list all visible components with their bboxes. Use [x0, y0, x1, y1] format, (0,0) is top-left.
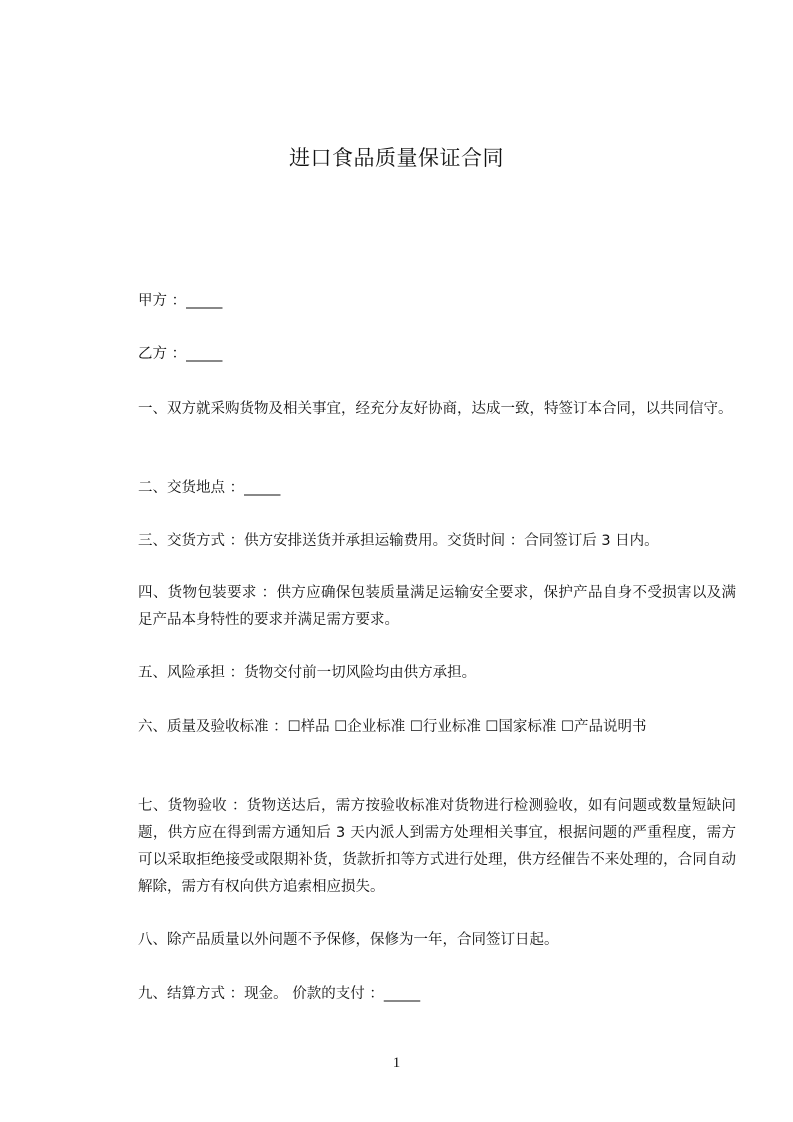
clause-6: 六、质量及验收标准 ：☐样品 ☐企业标准 ☐行业标准 ☐国家标准 ☐产品说明书: [138, 719, 647, 735]
clause-9: 九、结算方式 ：现金。 价款的支付 ：_____: [138, 986, 421, 1002]
document-title: 进口食品质量保证合同: [289, 146, 504, 170]
clause-1: 一、双方就采购货物及相关事宜，经充分友好协商，达成一致，特签订本合同，以共同信守。: [138, 401, 733, 417]
clause-2: 二、交货地点 ：_____: [138, 480, 281, 496]
clause-3: 三、交货方式 ：供方安排送货并承担运输费用。交货时间 ：合同签订后 3 日内。: [138, 533, 659, 549]
clause-4: 四、货物包装要求 ：供方应确保包装质量满足运输安全要求，保护产品自身不受损害以及满足产品本身特性的要求并满足需方要求。: [138, 585, 736, 628]
clause-5: 五、风险承担 ：货物交付前一切风险均由供方承担。: [138, 665, 477, 681]
party-a-line: 甲方 ：_____: [138, 293, 223, 309]
clause-7: 七、货物验收 ：货物送达后，需方按验收标准对货物进行检测验收，如有问题或数量短缺问题，供方应在得到需方通知后 3 天内派人到需方处理相关事宜，根据问题的严重程度，需方可以采取拒绝接受或限期补货，货款折扣等方式进行处理，供方经催告不来处理的，合同自动解除，需方有权向供方追索相应损失。: [138, 798, 736, 895]
page-number: 1: [392, 1055, 401, 1071]
clause-8: 八、除产品质量以外问题不予保修，保修为一年，合同签订日起。: [138, 932, 559, 948]
party-b-line: 乙方 ：_____: [138, 346, 223, 362]
